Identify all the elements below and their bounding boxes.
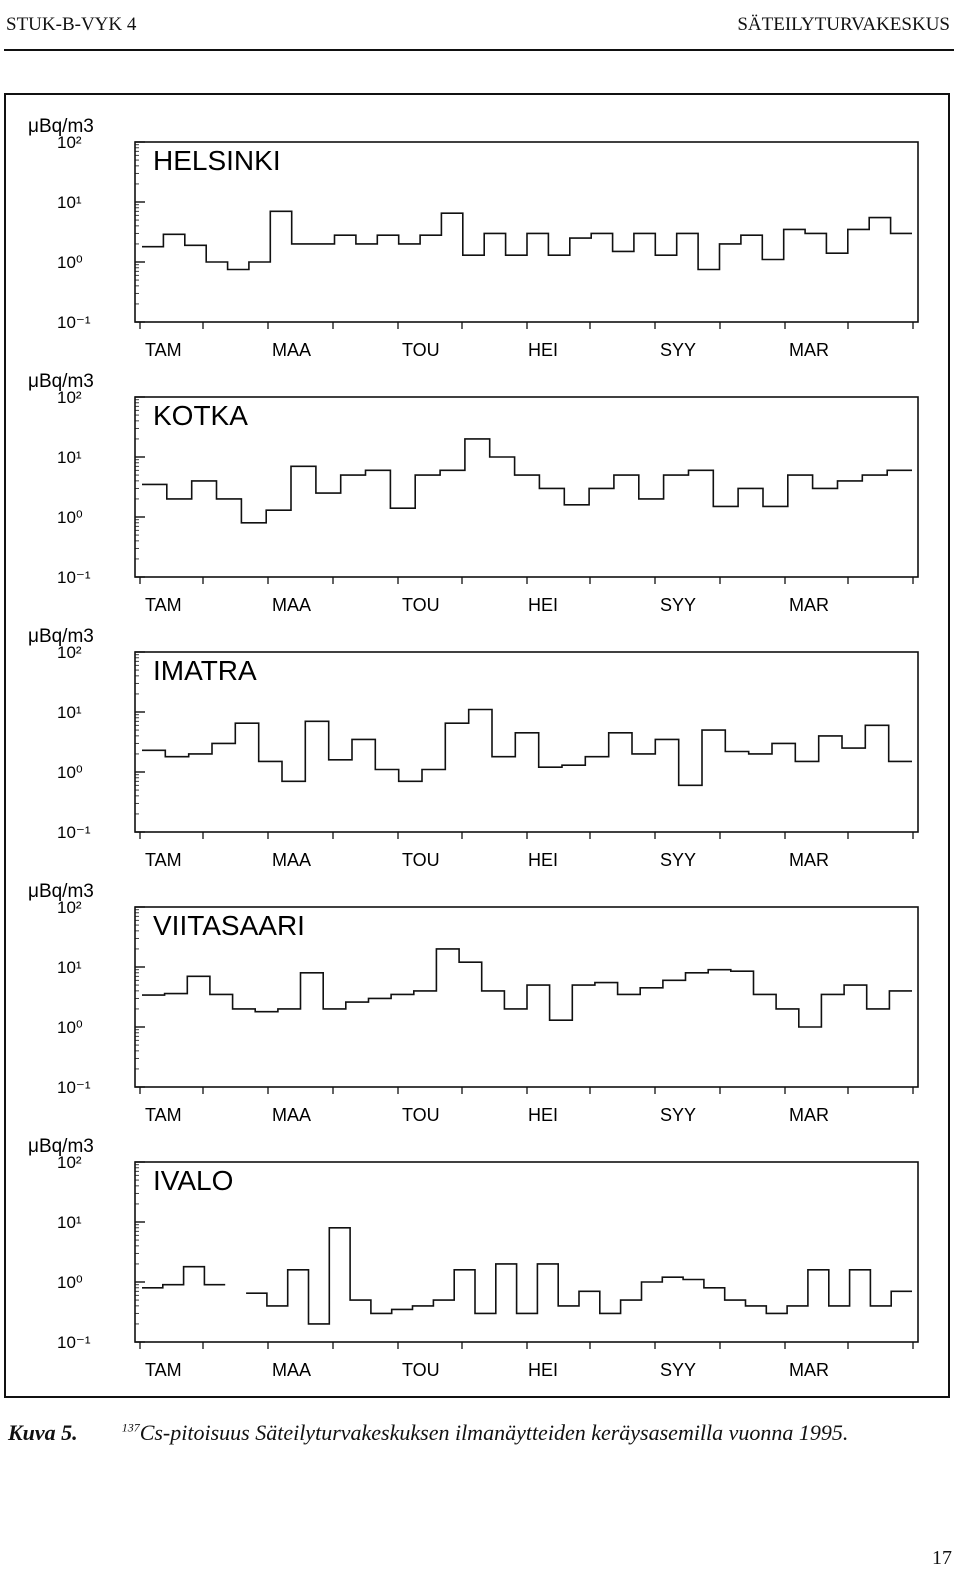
plot-frame bbox=[135, 1162, 918, 1342]
y-tick-label: 10⁻¹ bbox=[57, 313, 91, 332]
x-tick-label: TOU bbox=[402, 595, 440, 615]
x-tick-label: SYY bbox=[660, 850, 697, 870]
x-tick-label: SYY bbox=[660, 1105, 697, 1125]
x-tick-label: TAM bbox=[145, 340, 182, 360]
x-tick-label: MAA bbox=[272, 1360, 312, 1380]
x-tick-label: MAR bbox=[789, 1360, 829, 1380]
x-tick-label: MAA bbox=[272, 340, 312, 360]
x-tick-label: SYY bbox=[660, 340, 697, 360]
y-tick-label: 10¹ bbox=[57, 193, 82, 212]
x-tick-label: HEI bbox=[528, 340, 559, 360]
x-tick-label: HEI bbox=[528, 1360, 559, 1380]
station-title: HELSINKI bbox=[153, 145, 281, 176]
y-tick-label: 10⁻¹ bbox=[57, 1333, 91, 1352]
y-unit-label: μBq/m3 bbox=[28, 626, 94, 647]
y-tick-label: 10² bbox=[57, 898, 82, 917]
running-header-left: STUK-B-VYK 4 bbox=[6, 14, 137, 35]
x-tick-label: TAM bbox=[145, 1360, 182, 1380]
x-tick-label: TAM bbox=[145, 1105, 182, 1125]
y-tick-label: 10¹ bbox=[57, 958, 82, 977]
x-tick-label: TOU bbox=[402, 850, 440, 870]
y-tick-label: 10² bbox=[57, 388, 82, 407]
y-tick-label: 10⁰ bbox=[57, 253, 83, 272]
x-tick-label: TOU bbox=[402, 1360, 440, 1380]
y-unit-label: μBq/m3 bbox=[28, 1136, 94, 1157]
y-unit-label: μBq/m3 bbox=[28, 881, 94, 902]
y-tick-label: 10² bbox=[57, 1153, 82, 1172]
y-tick-label: 10¹ bbox=[57, 703, 82, 722]
x-tick-label: MAR bbox=[789, 595, 829, 615]
y-tick-label: 10² bbox=[57, 133, 82, 152]
y-tick-label: 10² bbox=[57, 643, 82, 662]
x-tick-label: SYY bbox=[660, 1360, 697, 1380]
y-tick-label: 10⁰ bbox=[57, 508, 83, 527]
y-tick-label: 10⁻¹ bbox=[57, 1078, 91, 1097]
x-tick-label: TOU bbox=[402, 340, 440, 360]
x-tick-label: MAR bbox=[789, 850, 829, 870]
x-tick-label: HEI bbox=[528, 850, 559, 870]
x-tick-label: TOU bbox=[402, 1105, 440, 1125]
station-title: KOTKA bbox=[153, 400, 248, 431]
y-tick-label: 10¹ bbox=[57, 448, 82, 467]
caption-text: Cs-pitoisuus Säteilyturvakeskuksen ilmanäytteiden keräysasemilla vuonna 1995. bbox=[139, 1420, 849, 1445]
y-unit-label: μBq/m3 bbox=[28, 371, 94, 392]
y-tick-label: 10⁻¹ bbox=[57, 568, 91, 587]
y-tick-label: 10⁰ bbox=[57, 763, 83, 782]
x-tick-label: MAA bbox=[272, 850, 312, 870]
x-tick-label: HEI bbox=[528, 1105, 559, 1125]
station-title: IVALO bbox=[153, 1165, 234, 1196]
caption-superscript: 137 bbox=[121, 1420, 140, 1435]
series-step-line bbox=[142, 710, 912, 786]
x-tick-label: MAA bbox=[272, 1105, 312, 1125]
y-unit-label: μBq/m3 bbox=[28, 116, 94, 137]
x-tick-label: MAR bbox=[789, 340, 829, 360]
plot-frame bbox=[135, 397, 918, 577]
x-tick-label: HEI bbox=[528, 595, 559, 615]
x-tick-label: MAA bbox=[272, 595, 312, 615]
series-step-line bbox=[142, 1228, 912, 1324]
x-tick-label: TAM bbox=[145, 595, 182, 615]
y-tick-label: 10⁰ bbox=[57, 1273, 83, 1292]
series-step-line bbox=[142, 949, 912, 1027]
station-title: IMATRA bbox=[153, 655, 257, 686]
series-step-line bbox=[142, 211, 912, 269]
running-header-right: SÄTEILYTURVAKESKUS bbox=[737, 14, 950, 35]
y-tick-label: 10¹ bbox=[57, 1213, 82, 1232]
x-tick-label: TAM bbox=[145, 850, 182, 870]
page-number: 17 bbox=[932, 1547, 952, 1569]
series-step-line bbox=[142, 439, 912, 523]
station-title: VIITASAARI bbox=[153, 910, 305, 941]
y-tick-label: 10⁰ bbox=[57, 1018, 83, 1037]
caption-label: Kuva 5. bbox=[8, 1420, 78, 1445]
x-tick-label: SYY bbox=[660, 595, 697, 615]
x-tick-label: MAR bbox=[789, 1105, 829, 1125]
y-tick-label: 10⁻¹ bbox=[57, 823, 91, 842]
figure-caption bbox=[8, 1420, 848, 1446]
